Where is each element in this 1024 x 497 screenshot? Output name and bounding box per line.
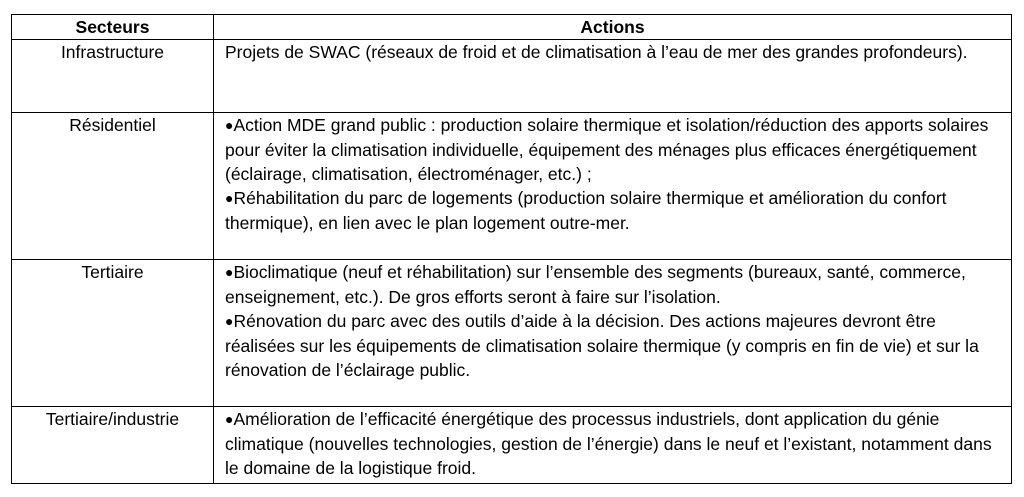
table-row: [12, 113, 1012, 260]
bullet-icon: ●: [225, 264, 234, 280]
action-text: Amélioration de l’efficacité énergétique des processus industriels, dont application du génie climatique (nouvelles technologies, gestion de l’énergie) dans le neuf et l’existant, notamment dans le domaine de la logistique froid.: [225, 409, 992, 478]
sector-cell: Tertiaire/industrie: [12, 407, 214, 484]
table-row: [12, 40, 1012, 113]
actions-cell: [214, 260, 1012, 407]
bullet-icon: ●: [225, 313, 234, 329]
table-row: [12, 407, 1012, 484]
actions-cell: [214, 407, 1012, 484]
actions-cell: [214, 113, 1012, 260]
action-item: [225, 260, 1007, 309]
sector-cell: Résidentiel: [12, 113, 214, 260]
action-item: [225, 309, 1007, 382]
action-text: Rénovation du parc avec des outils d’aide à la décision. Des actions majeures devront être réalisées sur les équipements de climatisation solaire thermique (y compris en fin de vie) et sur la rénovation de l’éclairage public.: [225, 311, 979, 380]
actions-cell: [214, 40, 1012, 113]
sector-cell: Infrastructure: [12, 40, 214, 113]
action-item: [225, 407, 1007, 480]
table-header-row: [12, 15, 1012, 40]
sector-cell: Tertiaire: [12, 260, 214, 407]
table-row: [12, 260, 1012, 407]
sector-actions-table: [11, 14, 1012, 484]
bullet-icon: ●: [225, 117, 234, 133]
bullet-icon: ●: [225, 190, 234, 206]
action-item: [225, 113, 1007, 186]
action-text: Projets de SWAC (réseaux de froid et de climatisation à l’eau de mer des grandes profondeurs).: [225, 42, 968, 62]
action-text: Réhabilitation du parc de logements (production solaire thermique et amélioration du confort thermique), en lien avec le plan logement outre-mer.: [225, 188, 947, 233]
actions-table-container: [11, 14, 1011, 484]
action-item: [225, 186, 1007, 235]
action-text: Action MDE grand public : production solaire thermique et isolation/réduction des apports solaires pour éviter la climatisation individuelle, équipement des ménages plus efficaces énergétiquement (éclairage, climatisation, électroménager, etc.) ;: [225, 115, 989, 184]
header-sectors: Secteurs: [12, 15, 214, 40]
action-text: Bioclimatique (neuf et réhabilitation) sur l’ensemble des segments (bureaux, santé, commerce, enseignement, etc.). De gros efforts seront à faire sur l’isolation.: [225, 262, 966, 307]
bullet-icon: ●: [225, 411, 234, 427]
header-actions: Actions: [214, 15, 1012, 40]
